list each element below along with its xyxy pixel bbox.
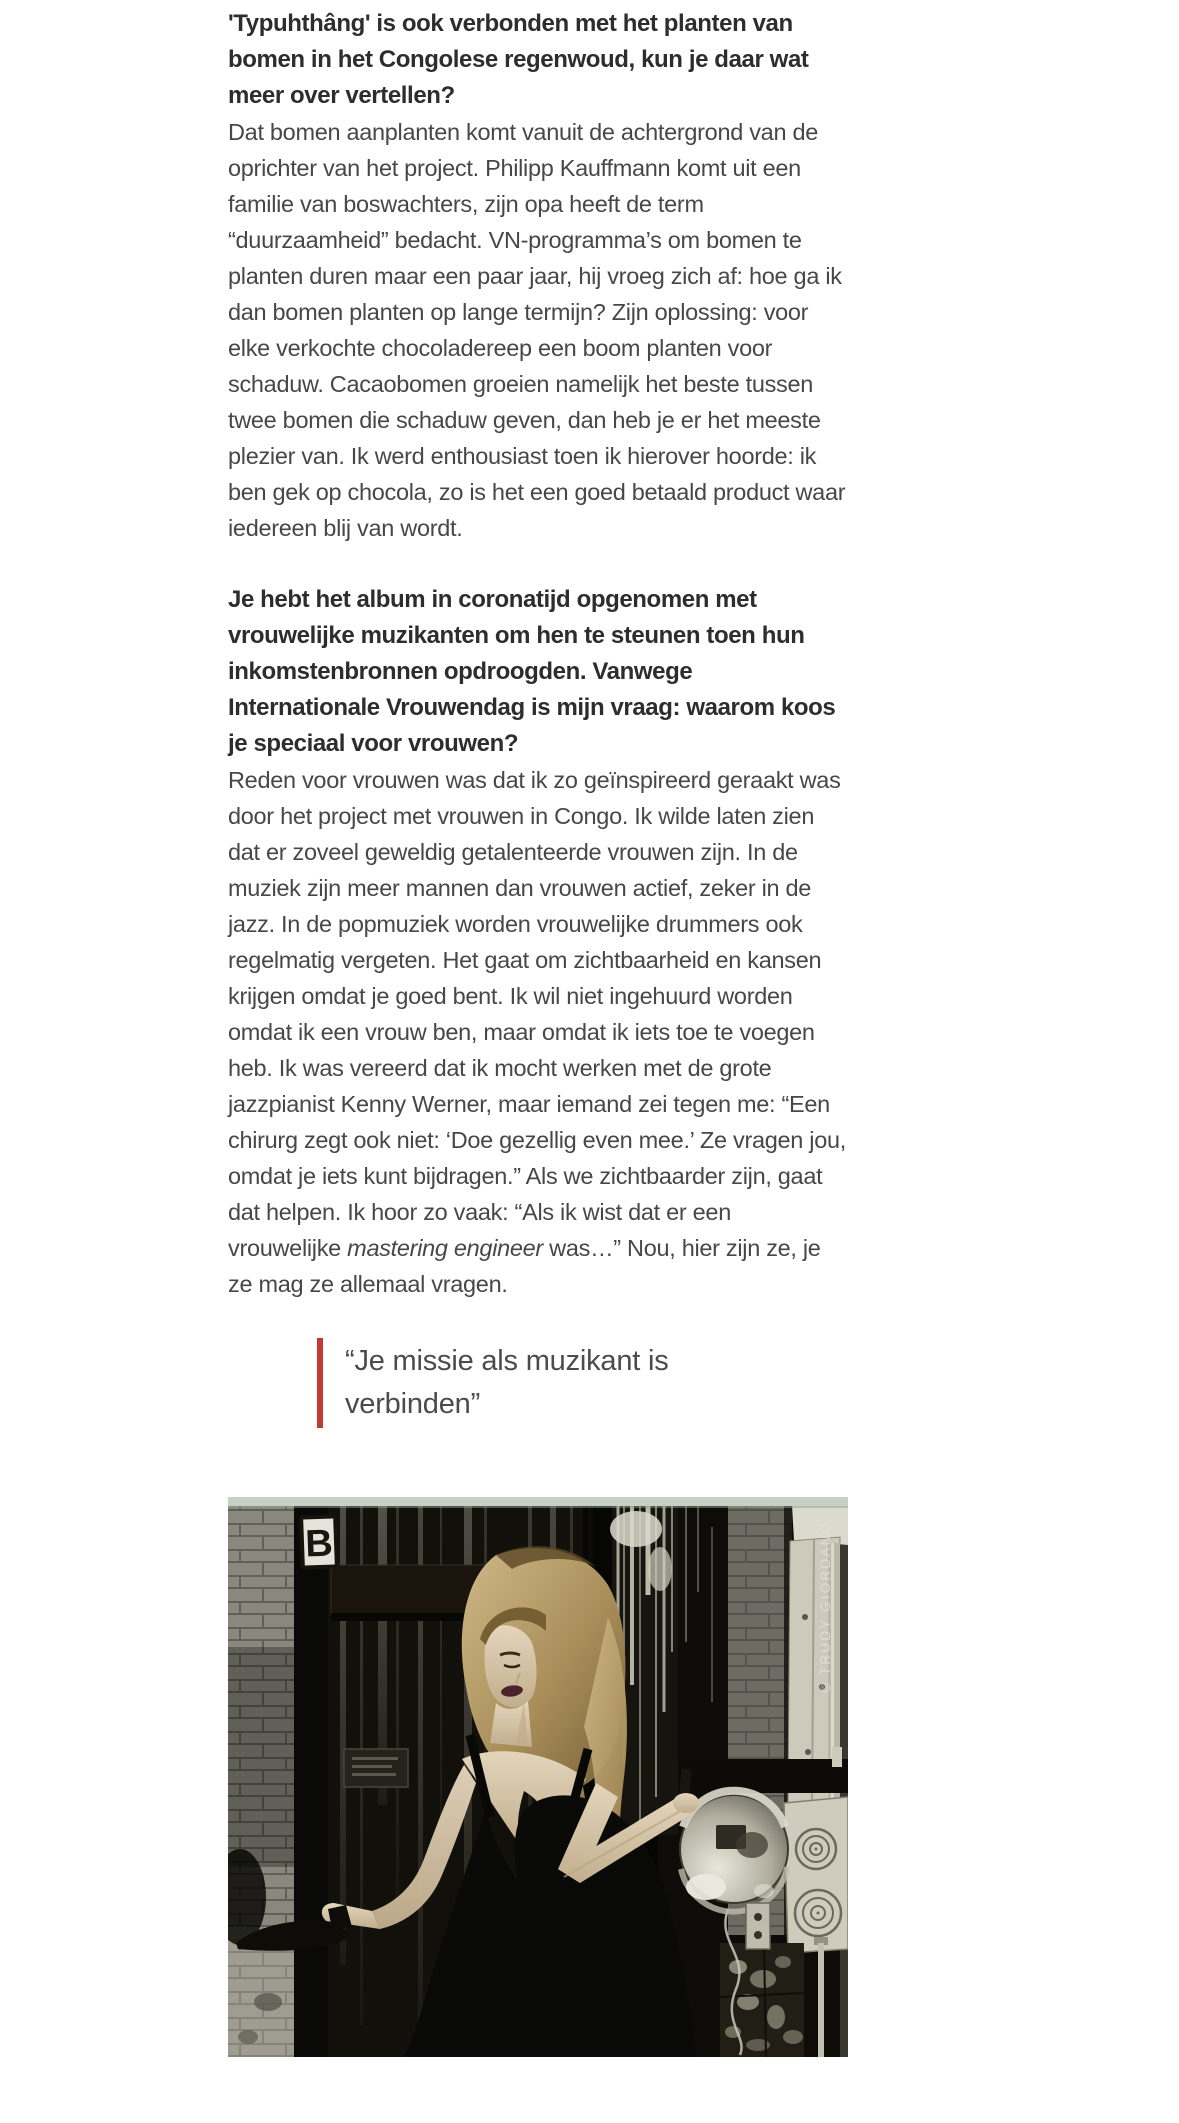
photo-canvas xyxy=(228,1497,848,2057)
interview-answer-2 xyxy=(228,762,848,1302)
photo-b-sign-letter: B xyxy=(304,1522,334,1566)
photo-top-edge xyxy=(228,1497,848,1506)
answer-2-text-run: was…” Nou, hier zijn ze, je ze mag ze allemaal vragen. xyxy=(228,1235,821,1297)
interview-answer-1: Dat bomen aanplanten komt vanuit de achtergrond van de oprichter van het project. Philipp Kauffmann komt uit een familie van boswachters, zijn opa heeft de term “duurzaamheid” bedacht. VN-programma’s om bomen te planten duren maar een paar jaar, hij vroeg zich af: hoe ga ik dan bomen planten op lange termijn? Zijn oplossing: voor elke verkochte chocoladereep een boom planten voor schaduw. Cacaobomen groeien namelijk het beste tussen twee bomen die schaduw geven, dan heb je er het meeste plezier van. Ik werd enthousiast toen ik hierover hoorde: ik ben gek op chocola, zo is het een goed betaald product waar iedereen blij van wordt. xyxy=(228,119,846,541)
interview-question-1: 'Typuhthâng' is ook verbonden met het planten van bomen in het Congolese regenwoud, kun je daar wat meer over vertellen? xyxy=(228,10,809,109)
pull-quote xyxy=(317,1338,707,1428)
article-photo xyxy=(228,1497,848,2057)
pull-quote-text: “Je missie als muzikant is verbinden” xyxy=(345,1345,669,1420)
photo-credit-watermark: © TRUDY GIORDANO xyxy=(818,1520,833,1693)
interview-article xyxy=(228,0,848,2057)
answer-2-italic-term: mastering engineer xyxy=(347,1235,543,1261)
interview-question-2: Je hebt het album in coronatijd opgenomen met vrouwelijke muzikanten om hen te steunen toen hun inkomstenbronnen opdroogden. Vanwege Internationale Vrouwendag is mijn vraag: waarom koos je speciaal voor vrouwen? xyxy=(228,586,836,757)
answer-2-text-run: Reden voor vrouwen was dat ik zo geïnspireerd geraakt was door het project met vrouwen in Congo. Ik wilde laten zien dat er zoveel geweldig getalenteerde vrouwen zijn. In de muziek zijn meer mannen dan vrouwen actief, zeker in de jazz. In de popmuziek worden vrouwelijke drummers ook regelmatig vergeten. Het gaat om zichtbaarheid en kansen krijgen omdat je goed bent. Ik wil niet ingehuurd worden omdat ik een vrouw ben, maar omdat ik iets toe te voegen heb. Ik was vereerd dat ik mocht werken met de grote jazzpianist Kenny Werner, maar iemand zei tegen me: “Een chirurg zegt ook niet: ‘Doe gezellig even mee.’ Ze vragen jou, omdat je iets kunt bijdragen.” Als we zichtbaarder zijn, gaat dat helpen. Ik hoor zo vaak: “Als ik wist dat er een vrouwelijke xyxy=(228,767,846,1261)
